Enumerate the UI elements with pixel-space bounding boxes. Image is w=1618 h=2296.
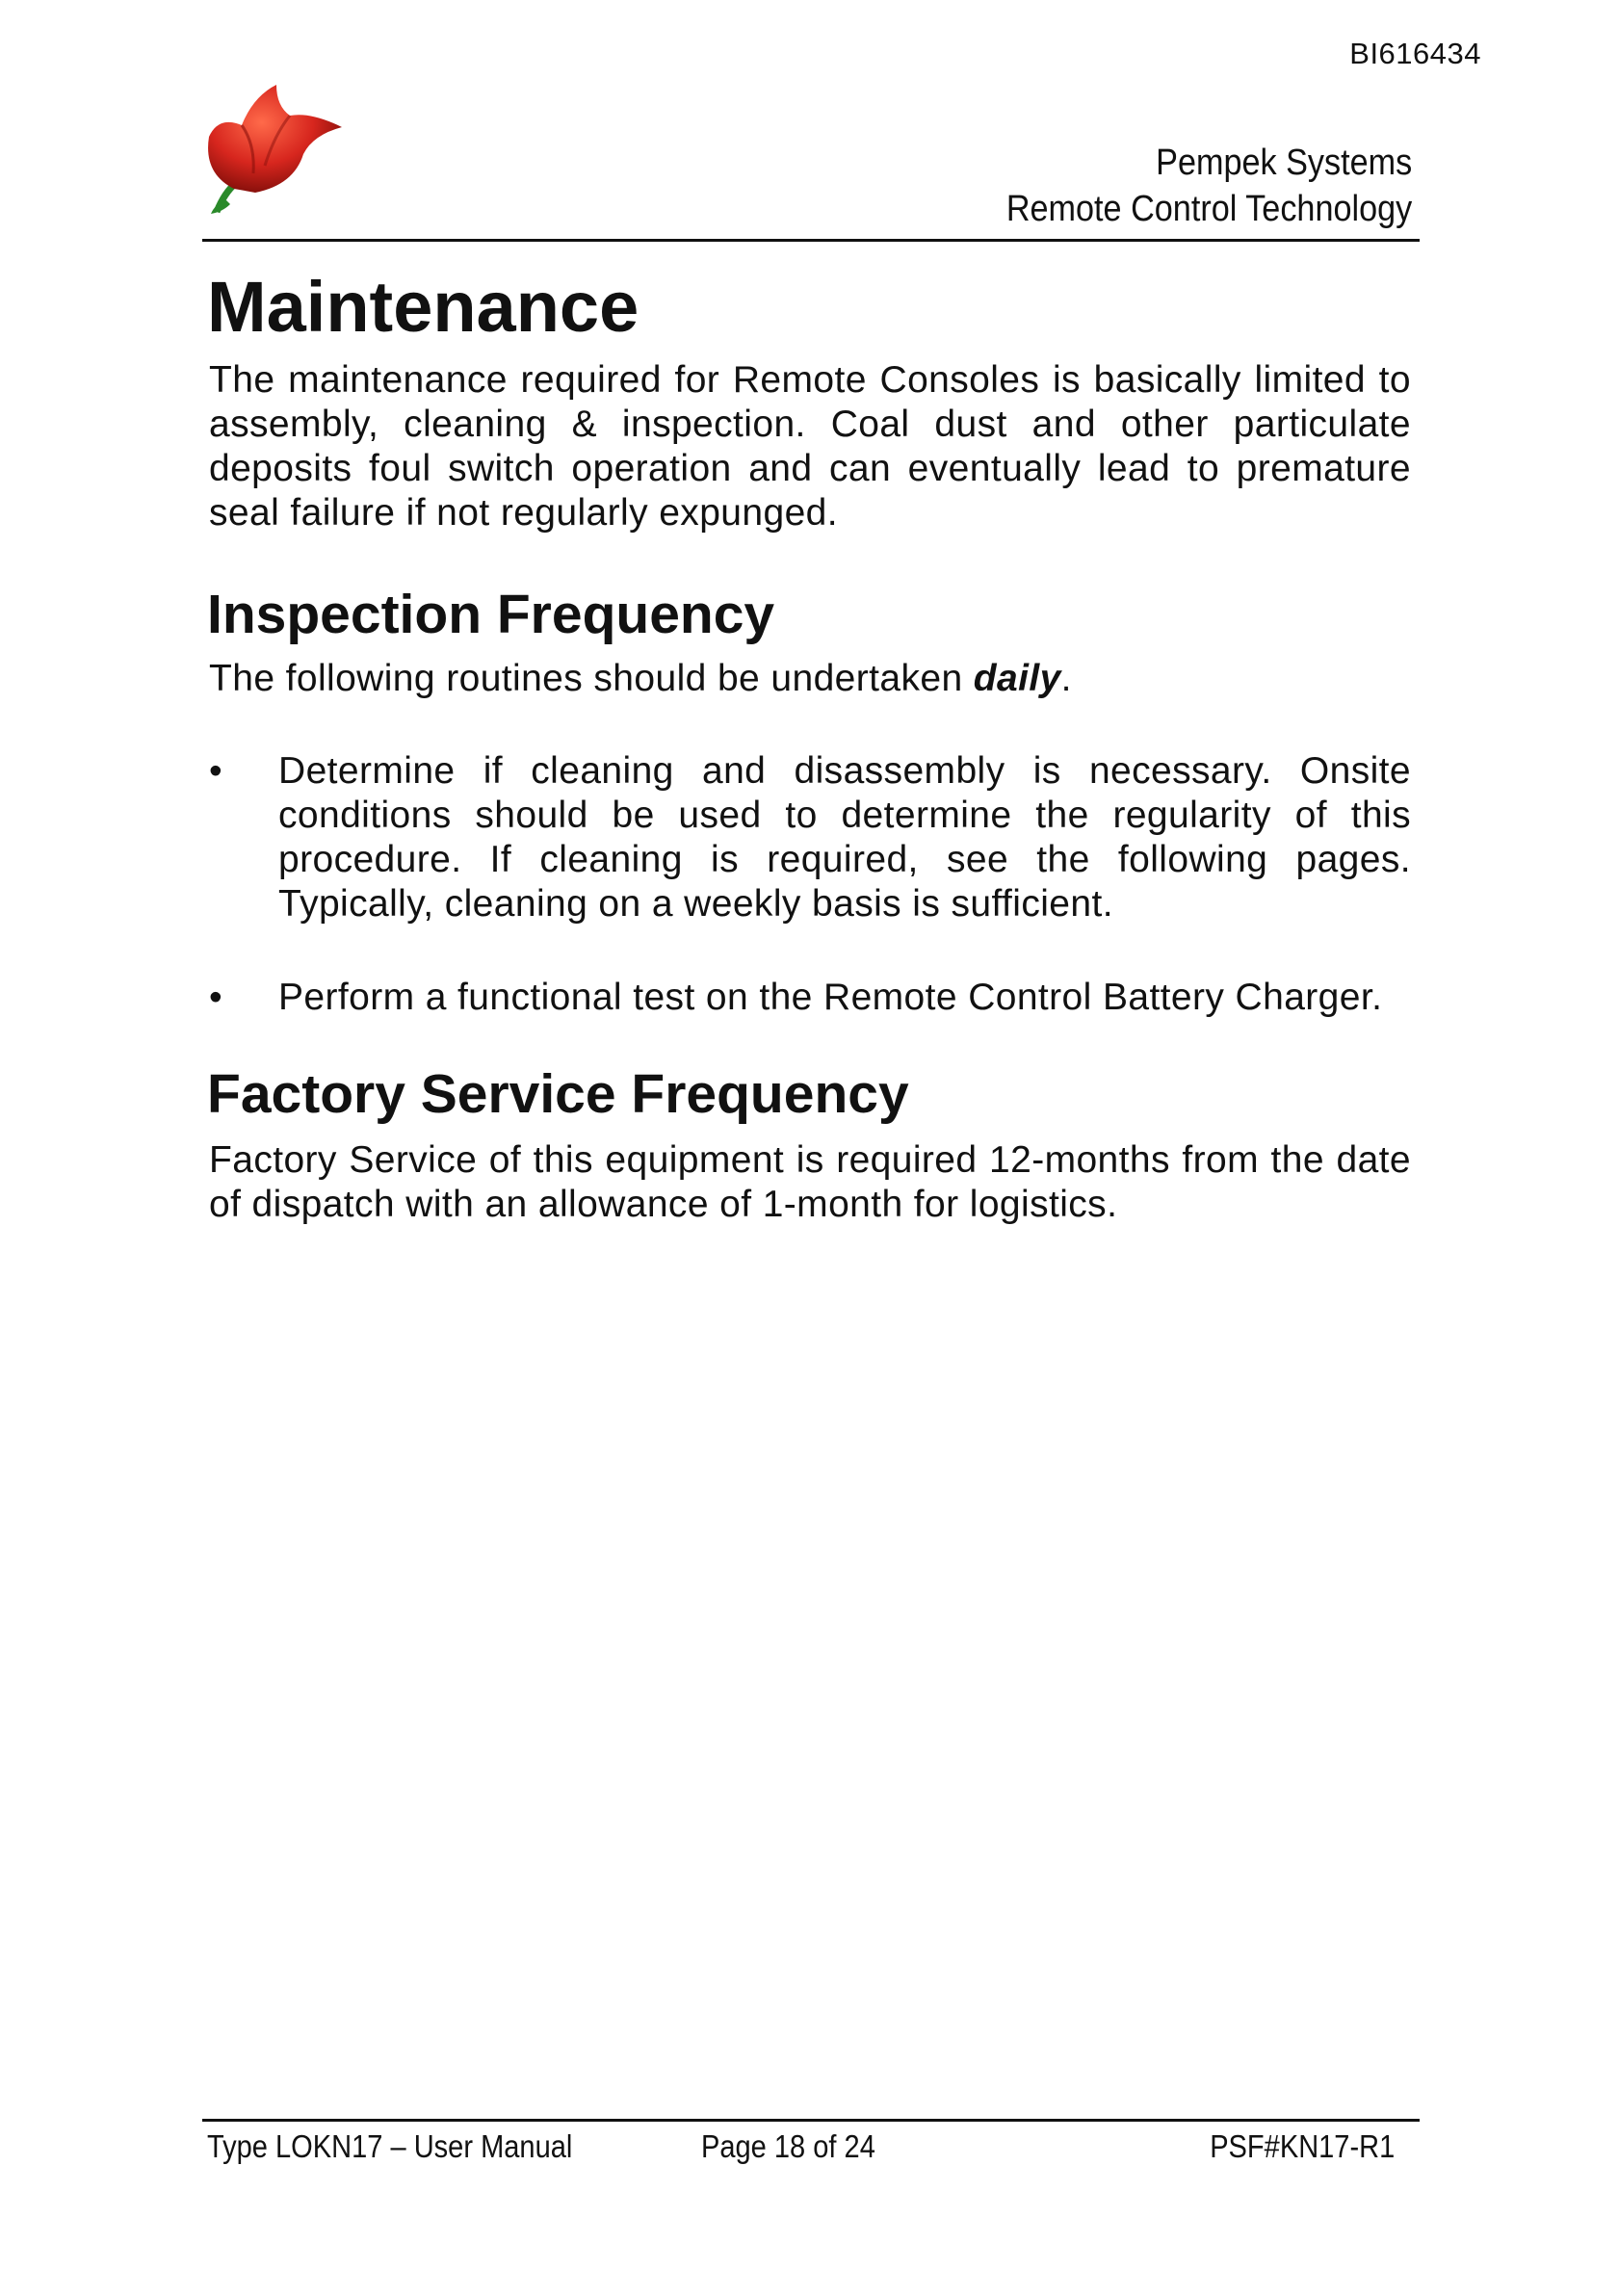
inspection-lead-text: The following routines should be undertaken — [209, 658, 974, 699]
footer-page-number: Page 18 of 24 — [701, 2128, 875, 2164]
company-line-2: Remote Control Technology — [1005, 189, 1412, 229]
list-item-text: Determine if cleaning and disassembly is necessary. Onsite conditions should be used to determine the regularity of this procedure. If cleaning is required, see the following pages. Typically, cleaning on a weekly basis is sufficient. — [278, 750, 1411, 925]
bullet-icon: • — [209, 750, 222, 792]
intro-paragraph: The maintenance required for Remote Consoles is basically limited to assembly, cleaning & inspection. Coal dust and other particulate deposits foul switch operation and can eventually lead to premature seal failure if not regularly expunged. — [209, 359, 1411, 534]
inspection-lead-emphasis: daily — [973, 658, 1061, 699]
footer-divider — [202, 2119, 1420, 2122]
list-item — [209, 749, 1411, 926]
factory-heading: Factory Service Frequency — [207, 1063, 909, 1125]
red-flower-icon — [197, 77, 342, 222]
footer-document-code: PSF#KN17-R1 — [1209, 2128, 1395, 2164]
list-item — [209, 976, 1411, 1020]
company-name — [961, 140, 1412, 232]
bullet-icon: • — [209, 977, 222, 1018]
company-line-1: Pempek Systems — [1155, 143, 1412, 183]
inspection-lead — [209, 657, 1411, 701]
inspection-lead-end: . — [1060, 658, 1072, 699]
factory-paragraph: Factory Service of this equipment is required 12-months from the date of dispatch with an allowance of 1-month for logistics. — [209, 1139, 1411, 1225]
header-divider — [202, 239, 1420, 242]
inspection-heading: Inspection Frequency — [207, 584, 775, 645]
footer-manual-title: Type LOKN17 – User Manual — [207, 2128, 573, 2164]
document-id: BI616434 — [1349, 37, 1481, 70]
page-title: Maintenance — [207, 267, 639, 347]
list-item-text: Perform a functional test on the Remote Control Battery Charger. — [278, 977, 1383, 1018]
